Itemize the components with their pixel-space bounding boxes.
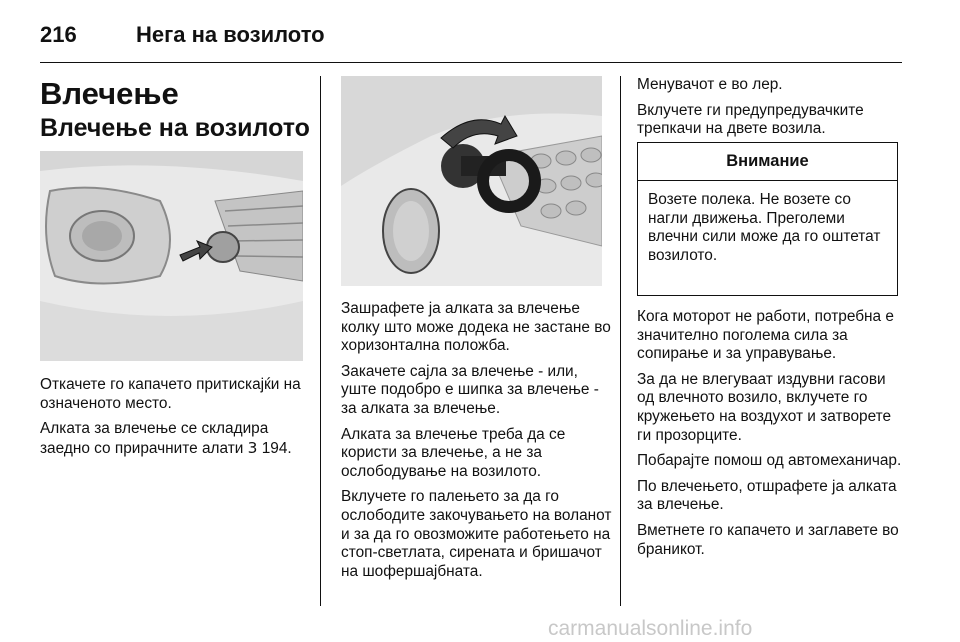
paragraph: По влечењето, отшрафете ја алката за влечење. <box>637 477 897 514</box>
bumper-cover-illustration <box>40 151 303 361</box>
paragraph: Менувачот е во лер. <box>637 76 783 93</box>
left-column-text <box>40 376 310 465</box>
middle-column-text <box>341 300 613 588</box>
paragraph: Откачете го капачето притискајќи на означеното место. <box>40 376 301 412</box>
paragraph: За да не влегуваат издувни гасови од влечното возило, вклучете го кружењето на воздухот и затворете ги прозорците. <box>637 370 892 444</box>
towing-eye-illustration <box>341 76 602 286</box>
paragraph: Кога моторот не работи, потребна е значително поголема сила за сопирање и за управување. <box>637 308 894 363</box>
column-divider-left <box>320 76 321 606</box>
running-title: Нега на возилото <box>136 22 325 47</box>
warning-box <box>637 142 898 296</box>
paragraph: Вклучете го палењето за да го ослободите закочувањето на воланот и за да го овозможите работењето на стоп-светлата, сирената и бришачот на шофершајбната. <box>341 488 612 580</box>
right-column-text <box>637 308 905 566</box>
section-subheading: Влечење на возилото <box>40 114 310 142</box>
paragraph: Вклучете ги предупредувачките трепкачи на двете возила. <box>637 101 864 138</box>
right-column-intro <box>637 76 902 146</box>
paragraph: Алката за влечење треба да се користи за влечење, а не за ослободување на возилото. <box>341 425 566 480</box>
watermark: carmanualsonline.info <box>548 617 753 640</box>
paragraph-text: Алката за влечење се складира заедно со прирачните алати <box>40 420 269 457</box>
page-header <box>40 16 902 63</box>
paragraph: Вметнете го капачето и заглавете во браникот. <box>637 521 899 558</box>
column-divider-right <box>620 76 621 606</box>
page-number: 216 <box>40 22 77 47</box>
paragraph: Зашрафете ја алката за влечење колку што може додека не застане во хоризонтална положба. <box>341 300 611 355</box>
page-reference-icon[interactable]: 3 <box>247 438 258 457</box>
paragraph: Закачете сајла за влечење - или, уште подобро е шипка за влечење - за алката за влечење. <box>341 362 599 417</box>
paragraph <box>40 420 310 458</box>
section-heading: Влечење <box>40 76 179 111</box>
warning-title: Внимание <box>638 143 897 181</box>
warning-text: Возете полека. Не возете со нагли движења. Преголеми влечни сили може да го оштетат возилото. <box>648 191 881 264</box>
page-reference-number[interactable]: 194. <box>261 439 292 457</box>
paragraph: Побарајте помош од автомеханичар. <box>637 452 902 470</box>
